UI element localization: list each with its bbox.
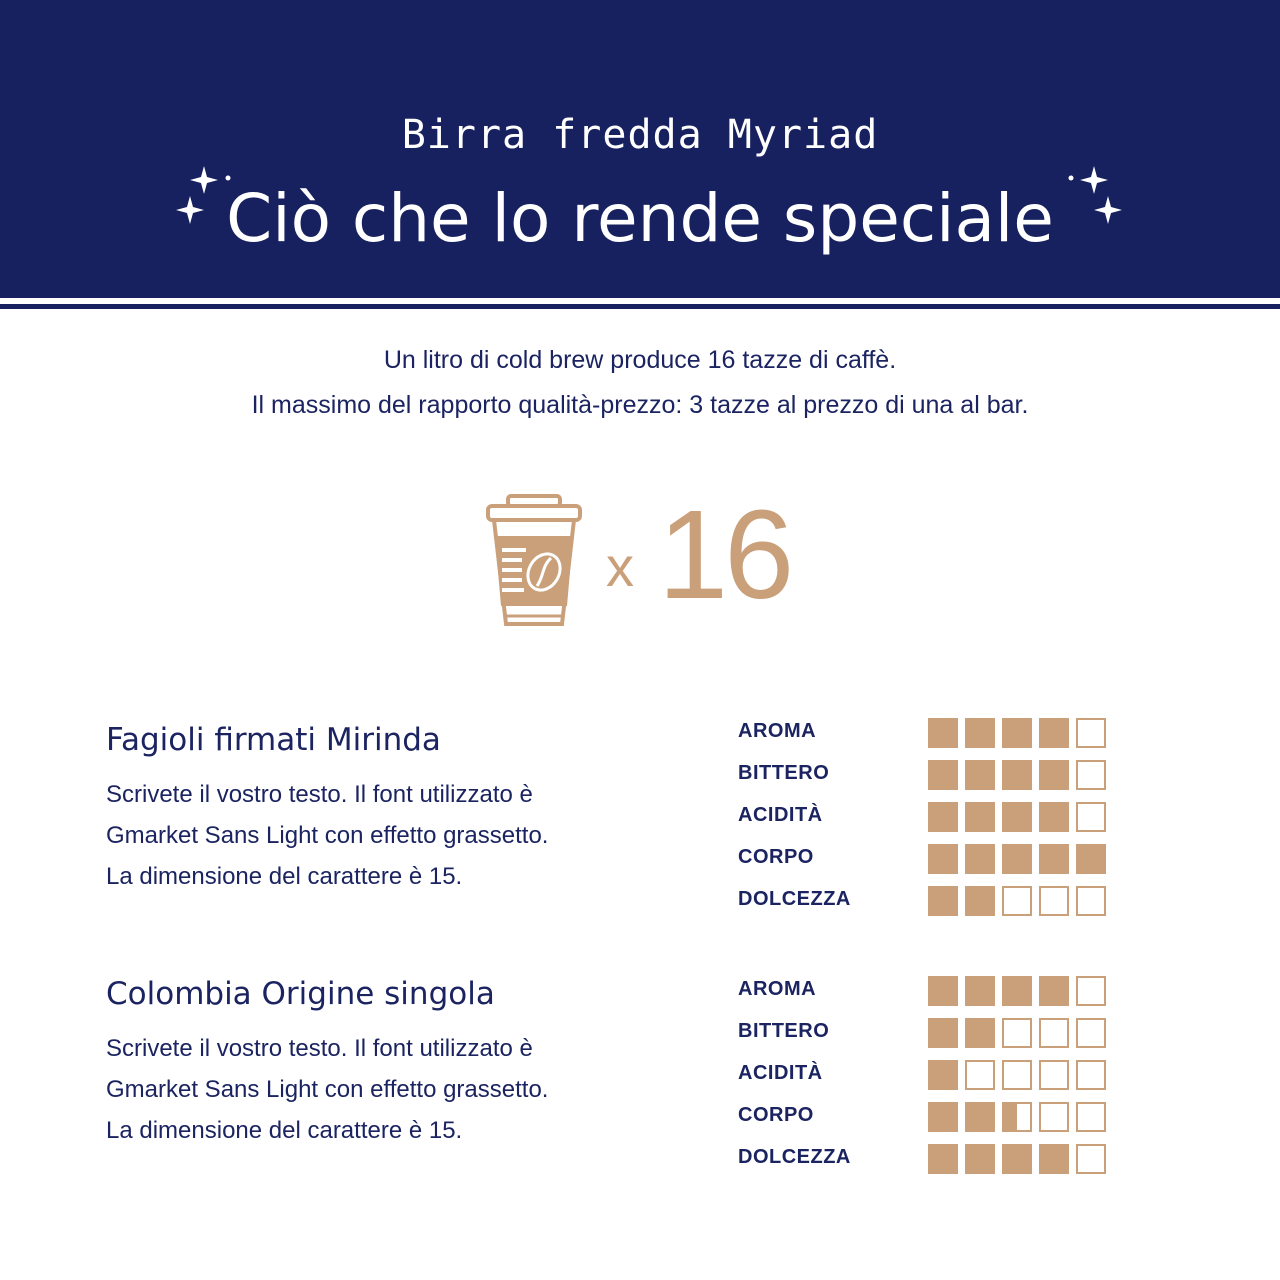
rating-box <box>1039 1144 1069 1174</box>
rating-box <box>928 802 958 832</box>
rating-box <box>1076 1144 1106 1174</box>
rating-label: DOLCEZZA <box>738 888 851 910</box>
description-line: Gmarket Sans Light con effetto grassetto. <box>106 822 549 849</box>
rating-label: ACIDITÀ <box>738 804 823 826</box>
sparkles-right-icon <box>1064 160 1124 240</box>
description-line: Scrivete il vostro testo. Il font utilizzato è <box>106 781 533 808</box>
rating-label: CORPO <box>738 846 814 868</box>
rating-row-aroma <box>738 972 1118 1014</box>
rating-box <box>1039 760 1069 790</box>
rating-box <box>1002 718 1032 748</box>
rating-label: BITTERO <box>738 1020 830 1042</box>
header-divider <box>0 304 1280 309</box>
rating-box <box>1039 976 1069 1006</box>
rating-box <box>928 1144 958 1174</box>
rating-box <box>1076 886 1106 916</box>
rating-box <box>1039 1060 1069 1090</box>
rating-row-dolcezza <box>738 882 1118 924</box>
coffee-cup-icon <box>482 492 586 632</box>
rating-box <box>928 976 958 1006</box>
description-line: La dimensione del carattere è 15. <box>106 863 463 890</box>
rating-box <box>1039 718 1069 748</box>
rating-label: AROMA <box>738 720 817 742</box>
rating-box <box>965 1018 995 1048</box>
ratings-panel-2 <box>738 972 1118 1182</box>
page-title: Ciò che lo rende speciale <box>226 180 1054 257</box>
rating-label: ACIDITÀ <box>738 1062 823 1084</box>
intro-line-1: Un litro di cold brew produce 16 tazze di caffè. <box>383 346 897 374</box>
rating-box <box>928 886 958 916</box>
rating-box <box>928 1018 958 1048</box>
rating-row-dolcezza <box>738 1140 1118 1182</box>
product-description <box>106 1028 666 1151</box>
rating-box <box>965 760 995 790</box>
product-name: Fagioli firmati Mirinda <box>106 722 441 758</box>
rating-box <box>965 718 995 748</box>
intro-line-2: Il massimo del rapporto qualità-prezzo: 3 tazze al prezzo di una al bar. <box>251 391 1029 419</box>
rating-box <box>928 718 958 748</box>
product-card-1 <box>106 718 666 897</box>
rating-box <box>965 844 995 874</box>
rating-label: BITTERO <box>738 762 830 784</box>
description-line: La dimensione del carattere è 15. <box>106 1117 463 1144</box>
rating-box <box>1002 760 1032 790</box>
rating-box <box>1076 760 1106 790</box>
rating-row-bittero <box>738 756 1118 798</box>
rating-box <box>1076 1018 1106 1048</box>
ratings-panel-1 <box>738 714 1118 924</box>
rating-box <box>1039 1102 1069 1132</box>
rating-box <box>965 1102 995 1132</box>
rating-box <box>1002 886 1032 916</box>
multiplier-x: x <box>606 535 634 598</box>
rating-box <box>1076 1102 1106 1132</box>
cups-multiplier <box>600 484 800 625</box>
rating-row-acidita <box>738 798 1118 840</box>
rating-box <box>1076 844 1106 874</box>
rating-box <box>1039 1018 1069 1048</box>
rating-label: DOLCEZZA <box>738 1146 851 1168</box>
page-subtitle: Birra fredda Myriad <box>401 112 879 158</box>
rating-label: AROMA <box>738 978 817 1000</box>
rating-box <box>1076 718 1106 748</box>
rating-box <box>1002 976 1032 1006</box>
rating-row-corpo <box>738 840 1118 882</box>
sparkles-left-icon <box>172 160 232 240</box>
rating-row-bittero <box>738 1014 1118 1056</box>
rating-box <box>965 1144 995 1174</box>
rating-box <box>965 886 995 916</box>
rating-box <box>1002 1018 1032 1048</box>
rating-box <box>1039 844 1069 874</box>
rating-box <box>1002 1102 1032 1132</box>
intro-text <box>0 338 1280 428</box>
rating-box <box>965 976 995 1006</box>
rating-box <box>928 844 958 874</box>
rating-box <box>928 1102 958 1132</box>
rating-box <box>1039 802 1069 832</box>
cups-count: 16 <box>658 484 791 625</box>
product-card-2 <box>106 972 666 1151</box>
rating-box <box>965 802 995 832</box>
rating-box <box>1076 802 1106 832</box>
rating-box <box>1002 1144 1032 1174</box>
rating-box <box>1002 844 1032 874</box>
rating-row-aroma <box>738 714 1118 756</box>
rating-box <box>1002 802 1032 832</box>
description-line: Gmarket Sans Light con effetto grassetto. <box>106 1076 549 1103</box>
rating-box <box>1076 1060 1106 1090</box>
rating-row-corpo <box>738 1098 1118 1140</box>
rating-box <box>1076 976 1106 1006</box>
rating-label: CORPO <box>738 1104 814 1126</box>
rating-box <box>928 760 958 790</box>
description-line: Scrivete il vostro testo. Il font utilizzato è <box>106 1035 533 1062</box>
rating-box <box>1039 886 1069 916</box>
rating-box <box>965 1060 995 1090</box>
product-description <box>106 774 666 897</box>
rating-box <box>1002 1060 1032 1090</box>
rating-box <box>928 1060 958 1090</box>
product-name: Colombia Origine singola <box>106 976 495 1012</box>
rating-row-acidita <box>738 1056 1118 1098</box>
